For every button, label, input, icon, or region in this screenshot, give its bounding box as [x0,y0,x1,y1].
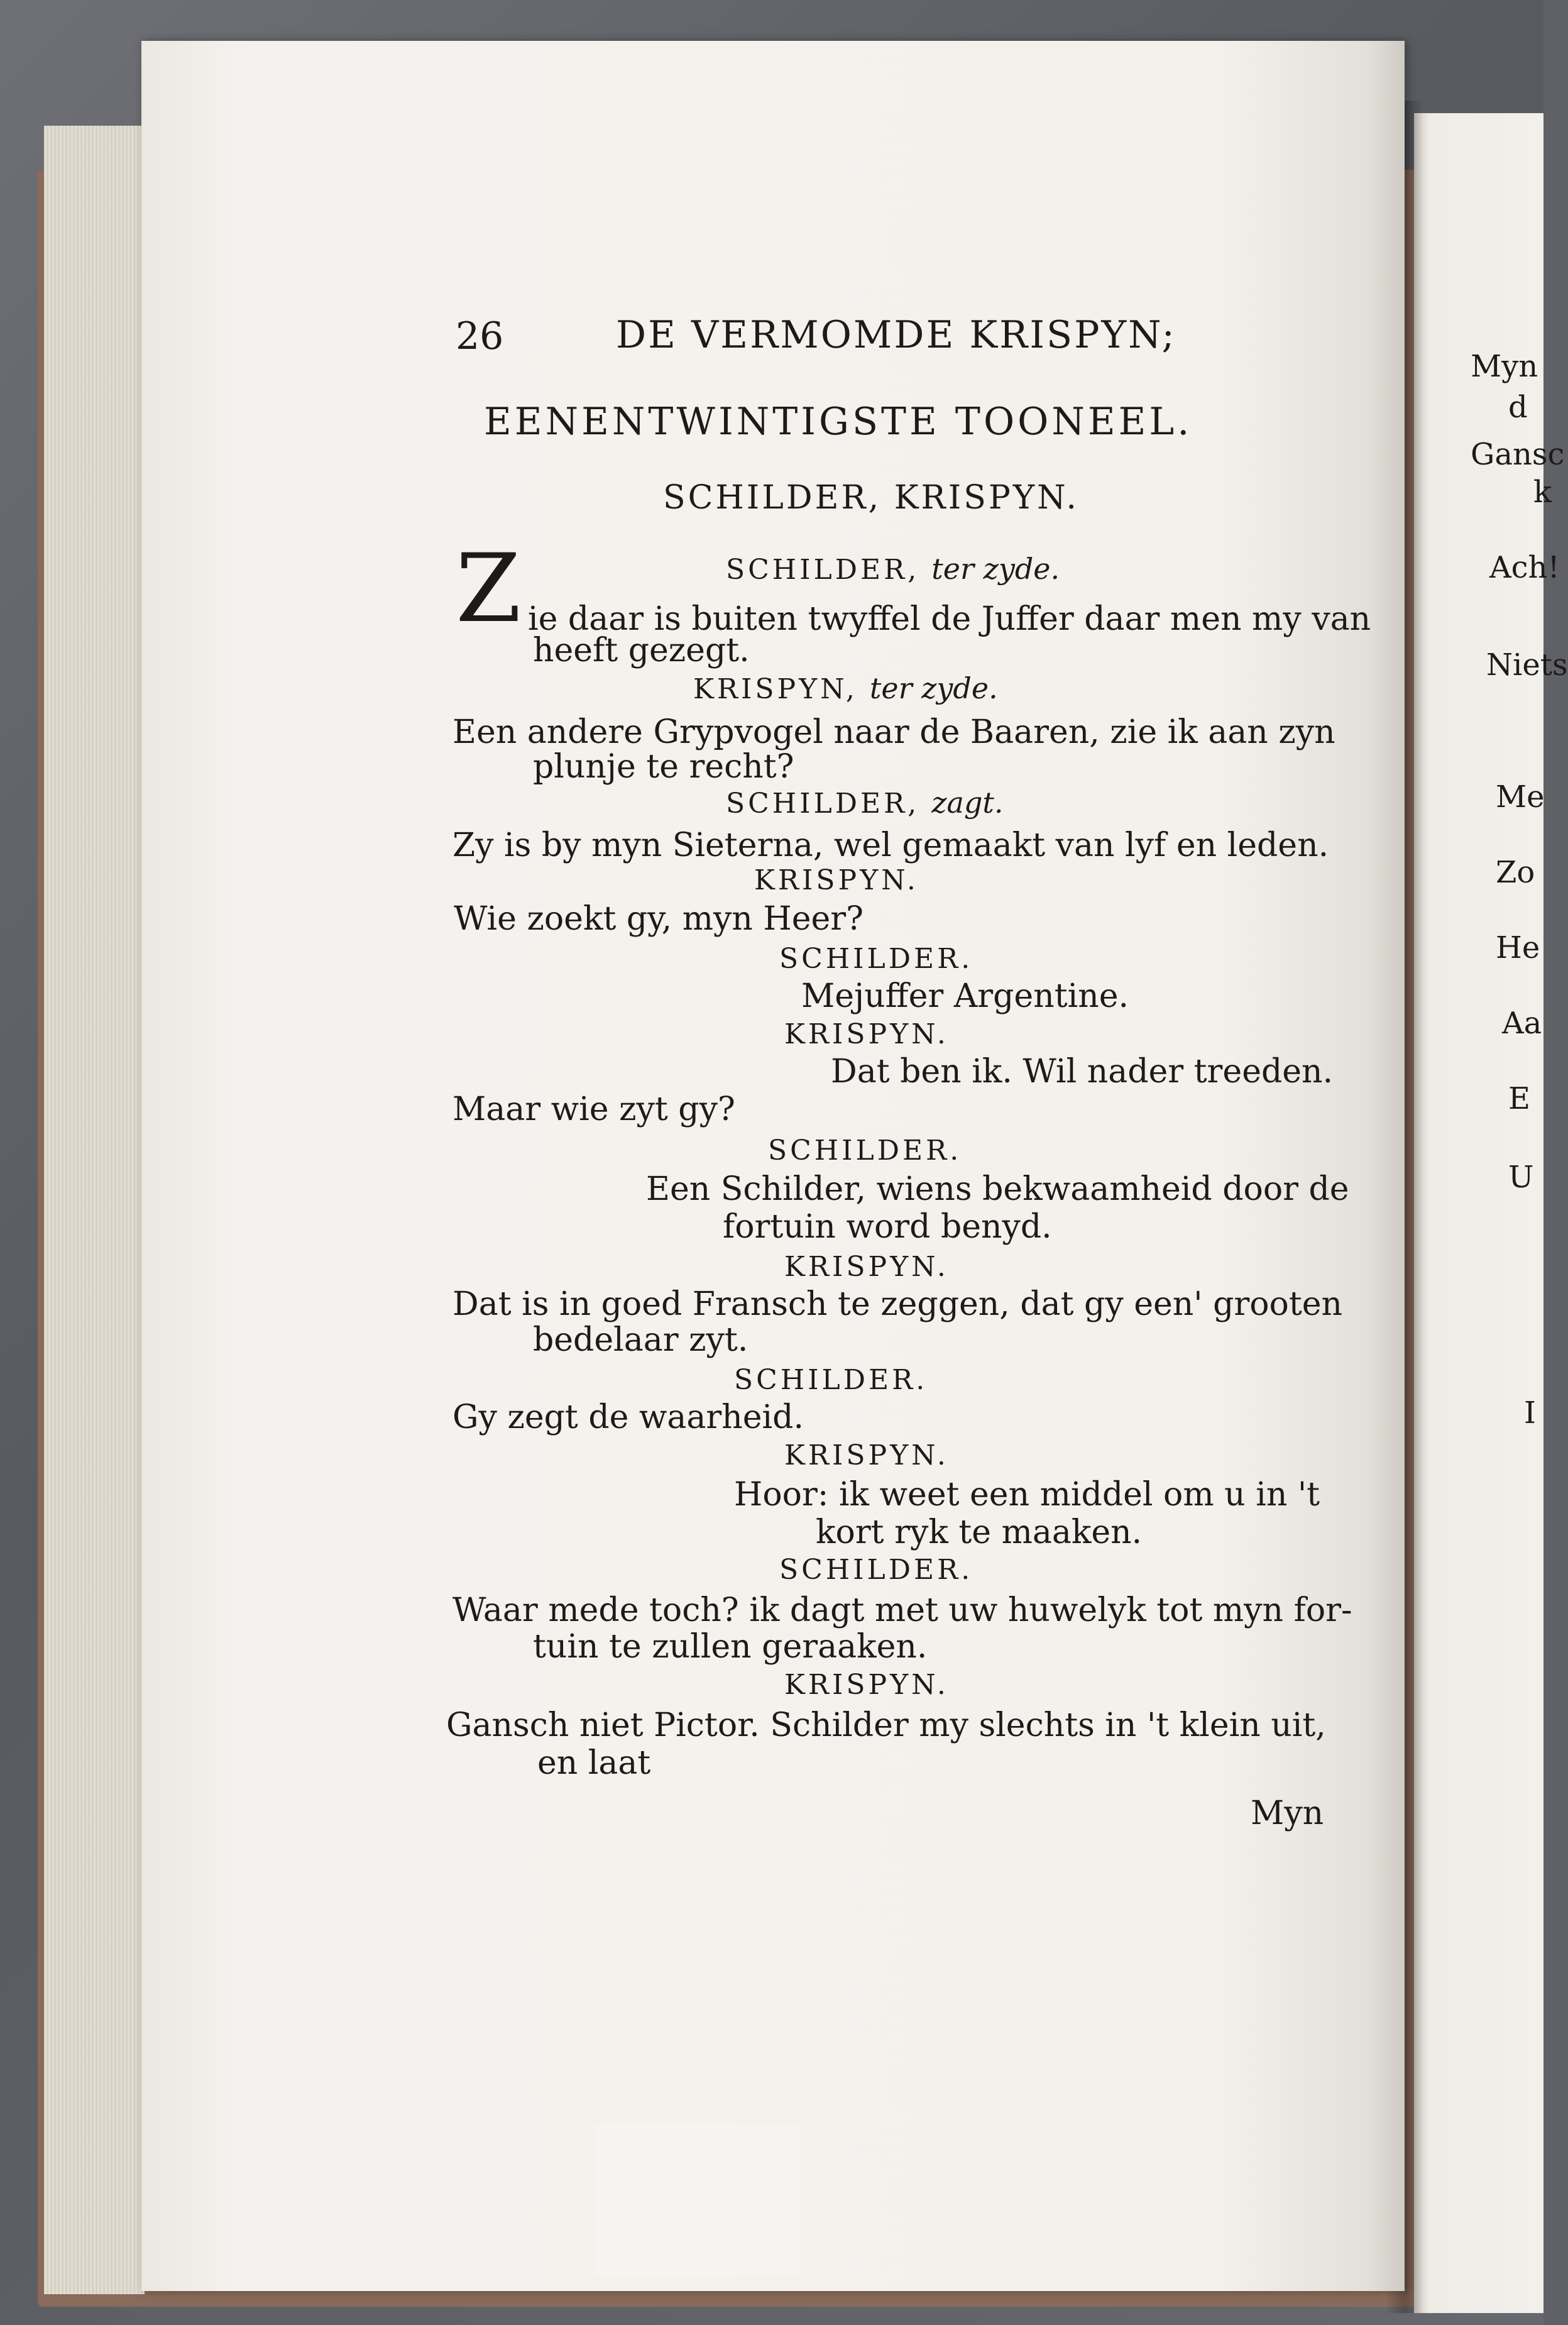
dialogue-line: Een andere Grypvogel naar de Baaren, zie ik aan zyn [452,713,1335,751]
dialogue-line: Gy zegt de waarheid. [452,1399,804,1436]
speaker-heading [726,786,1004,820]
right-page-fragment: Zo [1496,855,1535,890]
right-page-fragment: Me [1496,779,1545,815]
dialogue-line: tuin te zullen geraaken. [533,1628,928,1666]
scene-characters: SCHILDER, KRISPYN. [663,479,1079,517]
right-page-fragment: d [1508,390,1528,425]
right-page-fragment: Myn [1471,349,1538,384]
speaker-heading [726,552,1060,586]
dialogue-line: Dat ben ik. Wil nader treeden. [831,1053,1334,1091]
dialogue-line: ie daar is buiten twyffel de Juffer daar men my van [528,600,1371,638]
catchword: Myn [1251,1795,1324,1832]
running-title: DE VERMOMDE KRISPYN; [616,313,1176,357]
dialogue-line: fortuin word benyd. [723,1208,1052,1246]
dialogue-line: Mejuffer Argentine. [801,977,1129,1015]
speaker-heading: KRISPYN. [784,1669,949,1701]
right-page-fragment: Niets [1486,647,1568,683]
blank-patch [594,2124,801,2275]
right-page-fragment: Aa [1502,1006,1542,1041]
right-page [1414,113,1568,2313]
dialogue-line: plunje te recht? [533,748,794,786]
dialogue-line: en laat [537,1744,651,1782]
dialogue-line: Zy is by myn Sieterna, wel gemaakt van lyf en leden. [452,827,1329,864]
right-page-fragment: I [1524,1395,1536,1431]
stage-direction: ter zyde. [931,552,1060,586]
dialogue-line: Waar mede toch? ik dagt met uw huwelyk tot myn for- [452,1591,1352,1629]
right-page-fragment: U [1508,1160,1534,1195]
right-page-fragment: He [1496,930,1540,965]
speaker-heading: SCHILDER. [768,1135,962,1167]
speaker-name: SCHILDER, [726,788,920,820]
speaker-heading [693,671,998,705]
speaker-heading: KRISPYN. [784,1018,949,1050]
drop-cap: Z [456,534,522,644]
dialogue-line: Dat is in goed Fransch te zeggen, dat gy een' grooten [452,1285,1343,1323]
speaker-name: SCHILDER, [726,554,920,586]
page-edges [44,126,145,2294]
dialogue-line: kort ryk te maaken. [816,1514,1143,1551]
dialogue-line: Wie zoekt gy, myn Heer? [454,900,864,938]
speaker-heading: SCHILDER. [779,943,973,975]
speaker-heading: KRISPYN. [784,1251,949,1283]
dialogue-line: Hoor: ik weet een middel om u in 't [734,1476,1320,1514]
right-page-fragment: k [1533,475,1552,510]
stage-direction: zagt. [931,786,1004,820]
scene-title: EENENTWINTIGSTE TOONEEL. [484,400,1193,444]
dialogue-line: heeft gezegt. [533,632,750,669]
right-page-fragment: E [1508,1081,1531,1116]
speaker-heading: KRISPYN. [754,864,919,896]
stage-direction: ter zyde. [869,671,998,705]
dialogue-line: Maar wie zyt gy? [452,1091,735,1128]
speaker-name: KRISPYN, [693,673,858,705]
speaker-heading: KRISPYN. [784,1439,949,1471]
dialogue-line: Een Schilder, wiens bekwaamheid door de [646,1170,1349,1208]
dialogue-line: Gansch niet Pictor. Schilder my slechts in 't klein uit, [446,1707,1326,1744]
speaker-heading: SCHILDER. [734,1364,928,1396]
right-page-fragment: Ach! [1489,550,1560,585]
speaker-heading: SCHILDER. [779,1554,973,1586]
page-number: 26 [456,314,504,358]
dialogue-line: bedelaar zyt. [533,1321,748,1359]
right-page-fragment: Gansc [1471,437,1565,472]
